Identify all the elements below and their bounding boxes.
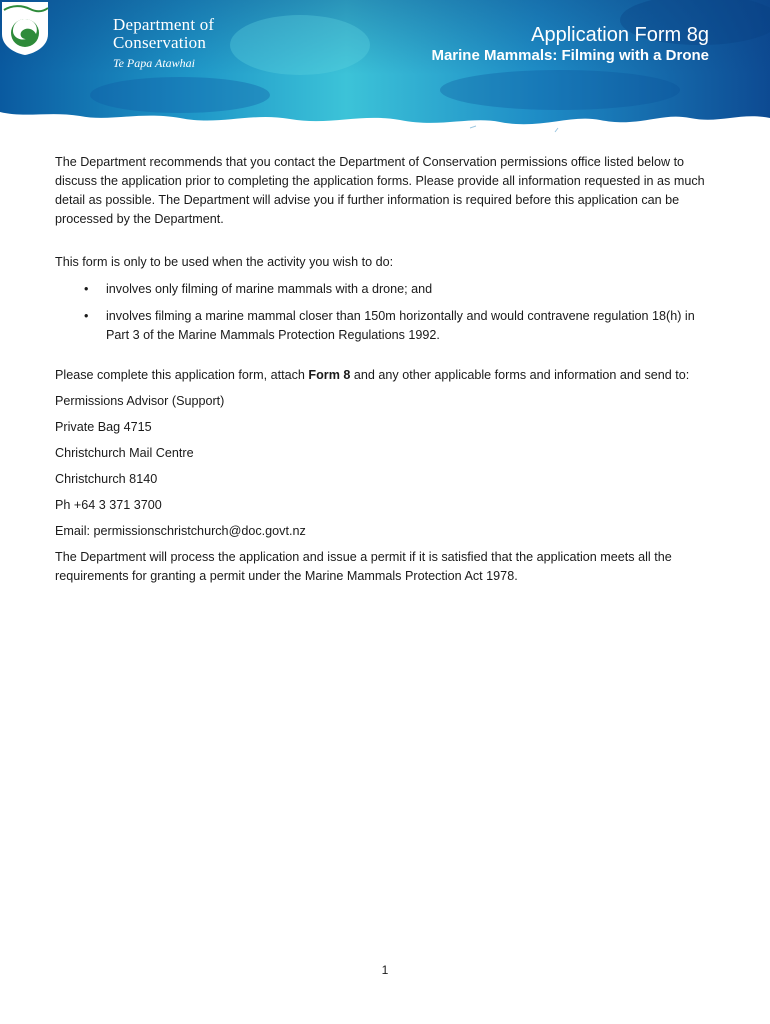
submission-instructions	[55, 366, 715, 385]
document-body	[55, 153, 715, 586]
bullet-icon: •	[84, 309, 89, 323]
mailing-address	[55, 392, 715, 548]
logo-line-conservation: Conservation	[113, 33, 207, 52]
list-item	[55, 307, 715, 345]
address-line-recipient: Permissions Advisor (Support)	[55, 394, 225, 408]
activity-conditions-list	[55, 280, 715, 345]
instructions-text-before: Please complete this application form, attach	[55, 368, 309, 382]
logo-line-te-papa-atawhai: Te Papa Atawhai	[113, 56, 196, 70]
header-banner	[0, 0, 770, 150]
address-line-mail-centre: Christchurch Mail Centre	[55, 446, 194, 460]
form-8-reference: Form 8	[308, 368, 351, 382]
logo-line-department: Department of	[113, 15, 215, 34]
address-line-phone: Ph +64 3 371 3700	[55, 498, 162, 512]
form-use-lead: This form is only to be used when the activity you wish to do:	[55, 255, 394, 269]
list-item-text: involves filming a marine mammal closer than 150m horizontally and would contravene regulation 18(h) in Part 3 of the Marine Mammals Protection Regulations 1992.	[106, 309, 695, 342]
bullet-icon: •	[84, 282, 89, 296]
doc-logo-icon	[0, 0, 50, 56]
intro-paragraph: The Department recommends that you contact the Department of Conservation permissions office listed below to discuss the application prior to completing the application forms. Please provide all information requested in as much detail as possible. The Department will advise you if further information is required before this application can be processed by the Department.	[55, 155, 705, 226]
page-title: Application Form 8g	[531, 24, 709, 46]
address-line-private-bag: Private Bag 4715	[55, 420, 152, 434]
page-number: 1	[381, 963, 389, 977]
list-item	[55, 280, 715, 299]
processing-note: The Department will process the application and issue a permit if it is satisfied that the application meets all the requirements for granting a permit under the Marine Mammals Protection Act 1978.	[55, 550, 672, 583]
list-item-text: involves only filming of marine mammals with a drone; and	[106, 282, 433, 296]
instructions-text-after: and any other applicable forms and information and send to:	[350, 368, 690, 382]
page-subtitle: Marine Mammals: Filming with a Drone	[431, 47, 709, 64]
address-line-city: Christchurch 8140	[55, 472, 158, 486]
address-line-email: Email: permissionschristchurch@doc.govt.nz	[55, 524, 306, 538]
doc-logo-wordmark	[113, 16, 214, 71]
